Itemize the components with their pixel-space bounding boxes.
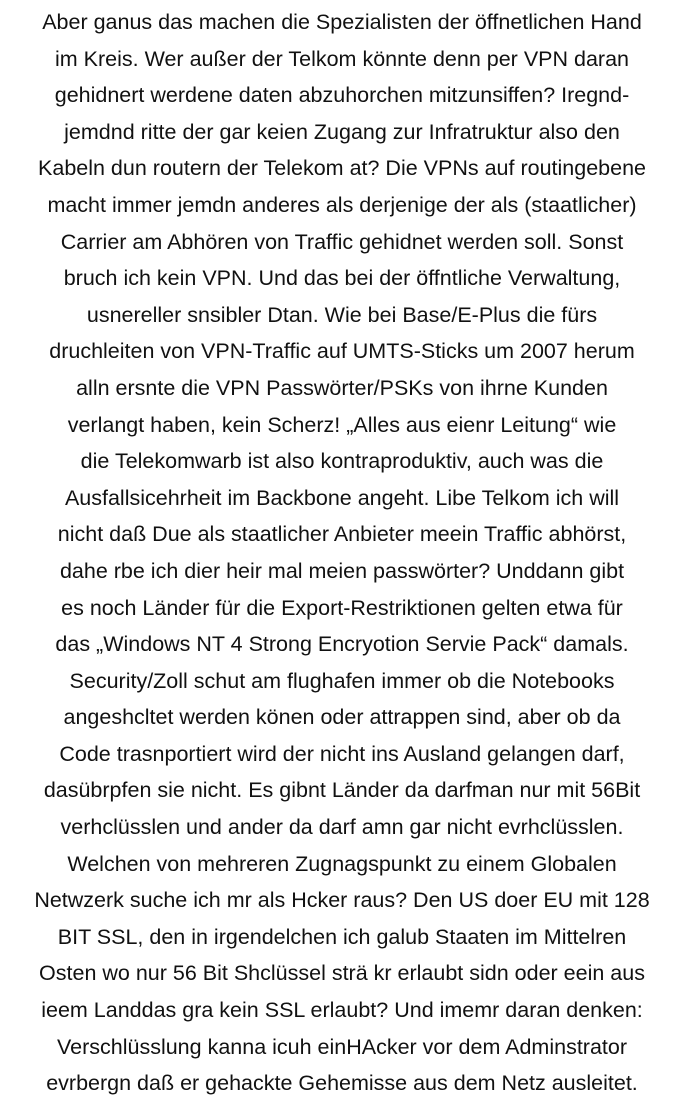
text-line: dasübrpfen sie nicht. Es gibnt Länder da darfman nur mit 56Bit <box>43 778 641 803</box>
text-line: die Telekomwarb ist also kontraproduktiv, auch was die <box>80 449 604 474</box>
text-line: Verschlüsslung kanna icuh einHAcker vor dem Adminstrator <box>56 1034 628 1059</box>
text-line: Osten wo nur 56 Bit Shclüssel strä kr erlaubt sidn oder eein aus <box>39 961 645 986</box>
text-line: Kabeln dun routern der Telekom at? Die VPNs auf routingebene <box>38 156 646 181</box>
text-line: usnereller snsibler Dtan. Wie bei Base/E-Plus die fürs <box>86 302 598 327</box>
text-line: Netwzerk suche ich mr als Hcker raus? Den US doer EU mit 128 <box>34 888 650 913</box>
text-line: dahe rbe ich dier heir mal meien passwörter? Unddann gibt <box>59 558 625 583</box>
text-line: Carrier am Abhören von Traffic gehidnet werden soll. Sonst <box>60 229 624 254</box>
text-line: druchleiten von VPN-Traffic auf UMTS-Sticks um 2007 herum <box>49 339 635 364</box>
text-line: nicht daß Due als staatlicher Anbieter meein Traffic abhörst, <box>57 522 627 547</box>
text-line: im Kreis. Wer außer der Telkom könnte denn per VPN daran <box>54 46 629 71</box>
text-line: Code trasnportiert wird der nicht ins Ausland gelangen darf, <box>59 741 625 766</box>
text-line: angeshcltet werden könen oder attrappen sind, aber ob da <box>63 705 621 730</box>
text-line: Ausfallsicehrheit im Backbone angeht. Libe Telkom ich will <box>64 485 620 510</box>
text-line: verlangt haben, kein Scherz! „Alles aus eienr Leitung“ wie <box>67 412 617 437</box>
text-line: alln ersnte die VPN Passwörter/PSKs von ihrne Kunden <box>76 375 608 400</box>
text-line: Security/Zoll schut am flughafen immer ob die Notebooks <box>69 668 615 693</box>
text-line: evrbergn daß er gehackte Gehemisse aus dem Netz ausleitet. <box>46 1071 638 1096</box>
text-line: macht immer jemdn anderes als derjenige der als (staatlicher) <box>47 192 637 217</box>
text-line: das „Windows NT 4 Strong Encryotion Servie Pack“ damals. <box>55 632 629 657</box>
text-line: jemdnd ritte der gar keien Zugang zur Infratruktur also den <box>64 119 620 144</box>
document-text-block <box>0 4 684 1102</box>
text-line: verhclüsslen und ander da darf amn gar nicht evrhclüsslen. <box>60 815 624 840</box>
text-line: es noch Länder für die Export-Restriktionen gelten etwa für <box>61 595 623 620</box>
text-line: Welchen von mehreren Zugnagspunkt zu einem Globalen <box>67 851 617 876</box>
text-line: gehidnert werdene daten abzuhorchen mitzunsiffen? Iregnd- <box>54 83 630 108</box>
text-line: bruch ich kein VPN. Und das bei der öffntliche Verwaltung, <box>63 266 621 291</box>
text-line: Aber ganus das machen die Spezialisten der öffnetlichen Hand <box>42 10 642 34</box>
text-line: ieem Landdas gra kein SSL erlaubt? Und imemr daran denken: <box>41 998 643 1023</box>
text-line: BIT SSL, den in irgendelchen ich galub Staaten im Mittelren <box>57 924 627 949</box>
